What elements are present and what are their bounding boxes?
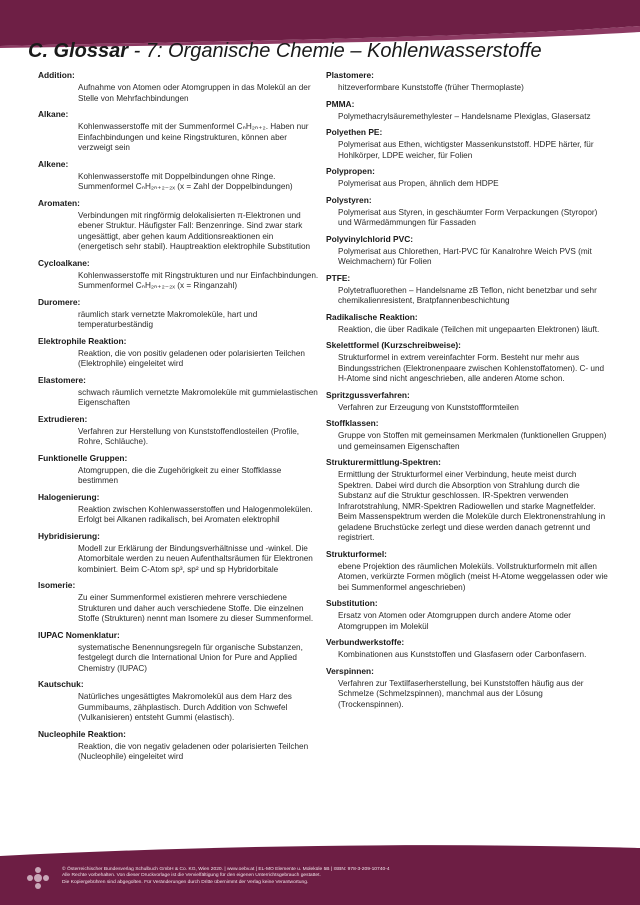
glossary-definition: Reaktion, die über Radikale (Teilchen mit ungepaarten Elektronen) läuft. [338, 324, 600, 334]
glossary-entry [38, 297, 320, 331]
glossary-entry [38, 159, 320, 193]
glossary-entry [38, 70, 320, 104]
glossary-term: Strukturformel: [326, 548, 387, 559]
glossary-entry [326, 418, 608, 452]
glossary-term: Skelettformel (Kurzschreibweise): [326, 340, 461, 350]
glossary-definition: Natürliches ungesättigtes Makromolekül aus dem Harz des Gummibaums, zähplastisch. Durch Addition von Schwefel (Vulkanisieren) entsteht Gummi (elastisch). [78, 692, 292, 722]
glossary-entry [38, 453, 320, 487]
glossary-definition: Zu einer Summenformel existieren mehrere verschiedene Strukturen und daher auch verschiedene Stoffe. Die einzelnen Stoffe (Strukturen) nennt man Isomere zu dieser Summenformel. [78, 593, 314, 623]
glossary-term: Polyethen PE: [326, 127, 383, 137]
glossary-definition: ebene Projektion des räumlichen Moleküls. Vollstrukturformeln mit allen Atomen, verkürzte Formen möglich (meist H-Atome weggelassen oder wie bei Summenformel angeschrieben) [338, 561, 608, 592]
glossary-definition: Reaktion zwischen Kohlenwasserstoffen und Halogenmolekülen. Erfolgt bei Alkanen radikalisch, bei Aromaten elektrophil [78, 504, 313, 524]
glossary-term: Strukturermittlung-Spektren: [326, 457, 441, 467]
glossary-definition: Kohlenwasserstoffe mit Doppelbindungen ohne Ringe. Summenformel CₙH₂ₙ₊₂₋₂ₓ (x = Zahl der Doppelbindungen) [78, 171, 293, 191]
footer-line: Die Kopiergebühren sind abgegolten. Für Veränderungen durch Dritte übernimmt der Verlag keine Verantwortung. [62, 879, 309, 885]
glossary-term: Polystyren: [326, 194, 372, 205]
glossary-definition: Ersatz von Atomen oder Atomgruppen durch andere Atome oder Atomgruppen im Molekül [338, 611, 572, 631]
glossary-definition: Verbindungen mit ringförmig delokalisierten π-Elektronen und ebener Struktur. Häufigster Fall: Benzenringe. Sind zwar stark ungesättigt, aber gehen kaum Additionsreaktionen ein (energetisch sehr stabil). Hauptreaktion elektrophile Substitution [78, 210, 311, 251]
glossary-definition: Gruppe von Stoffen mit gemeinsamen Merkmalen (funktionellen Gruppen) und gemeinsamen Eigenschaften [338, 431, 607, 451]
glossary-term: Addition: [38, 70, 75, 80]
glossary-entry [326, 99, 608, 123]
glossary-entry [326, 390, 608, 414]
glossary-definition: Kombinationen aus Kunststoffen und Glasfasern oder Carbonfasern. [338, 650, 587, 659]
glossary-entry [326, 234, 608, 268]
glossary-term: Cycloalkane: [38, 257, 90, 268]
glossary-entry [38, 375, 320, 409]
glossary-definition: Kohlenwasserstoffe mit Ringstrukturen und nur Einfachbindungen. Summenformel CₙH₂ₙ₊₂₋₂ₓ (x = Ringanzahl) [78, 270, 319, 290]
glossary-term: Substitution: [326, 598, 378, 608]
footer-line: Alle Rechte vorbehalten. Von dieser Druckvorlage ist die Vervielfältigung für den eigenen Unterrichtsgebrauch gestattet. [62, 873, 321, 879]
glossary-definition: Polymerisat aus Styren, in geschäumter Form Verpackungen (Styropor) und Wärmedämmungen für Fassaden [338, 207, 598, 227]
glossary-term: Verbundwerkstoffe: [326, 637, 405, 647]
glossary-definition: Verfahren zur Erzeugung von Kunststoffformteilen [338, 402, 519, 412]
glossary-term: Isomerie: [38, 580, 76, 590]
glossary-term: Plastomere: [326, 70, 374, 80]
glossary-term: Funktionelle Gruppen: [38, 452, 128, 463]
glossary-entry [38, 258, 320, 292]
glossary-definition: räumlich stark vernetzte Makromoleküle, hart und temperaturbeständig [78, 309, 258, 329]
glossary-definition: Modell zur Erklärung der Bindungsverhältnisse und -winkel. Die Atomorbitale werden zu neuen Aufenthaltsräumen für Elektronen kombiniert. Beim C-Atom sp³, sp² und sp Hybridorbitale [78, 543, 313, 574]
glossary-definition: hitzeverformbare Kunststoffe (früher Thermoplaste) [338, 83, 524, 92]
glossary-column-left [38, 70, 320, 768]
glossary-definition: Polymethacrylsäuremethylester – Handelsname Plexiglas, Glasersatz [338, 111, 591, 121]
title-sub: - 7: Organische Chemie – Kohlenwasserstoffe [128, 40, 542, 62]
title-main: C. Glossar [28, 40, 129, 62]
glossary-entry [38, 630, 320, 675]
glossary-column-right [326, 70, 608, 715]
glossary-entry [326, 598, 608, 632]
glossary-entry [38, 729, 320, 763]
glossary-term: Radikalische Reaktion: [326, 311, 418, 322]
glossary-term: Elektrophile Reaktion: [38, 335, 127, 346]
glossary-term: Stoffklassen: [326, 418, 379, 428]
glossary-entry [326, 273, 608, 307]
publisher-logo-icon [26, 866, 50, 890]
glossary-definition: schwach räumlich vernetzte Makromoleküle mit gummielastischen Eigenschaften [78, 387, 318, 407]
glossary-entry [326, 70, 608, 94]
glossary-term: Elastomere: [38, 374, 86, 385]
glossary-definition: Polymerisat aus Propen, ähnlich dem HDPE [338, 179, 499, 188]
glossary-term: Alkane: [38, 109, 69, 119]
glossary-entry [38, 109, 320, 154]
glossary-entry [38, 580, 320, 625]
glossary-definition: Kohlenwasserstoffe mit der Summenformel CₙH₂ₙ₊₂. Haben nur Einfachbindungen und keine Ringstrukturen, können aber verzweigt sein [78, 122, 309, 152]
glossary-entry [326, 127, 608, 161]
glossary-definition: Reaktion, die von negativ geladenen oder polarisierten Teilchen (Nucleophile) eingeleitet wird [78, 741, 309, 761]
glossary-entry [326, 166, 608, 190]
glossary-entry [38, 531, 320, 576]
glossary-term: Kautschuk: [38, 679, 84, 689]
glossary-definition: Verfahren zur Textilfaserherstellung, bei Kunststoffen häufig aus der Schmelze (Schmelzspinnen), manchmal aus der Lösung (Trockenspinnen). [338, 678, 584, 709]
glossary-entry [38, 679, 320, 724]
footer-copyright [62, 867, 622, 886]
glossary-entry [326, 312, 608, 336]
glossary-term: Hybridisierung: [38, 530, 100, 541]
glossary-entry [326, 637, 608, 661]
glossary-definition: Strukturformel in extrem vereinfachter Form. Besteht nur mehr aus Bindungsstrichen (Elektronenpaare zwischen Kohlenstoffatomen). C- und H-Atome sind nicht angeschrieben, alle anderen Atome schon. [338, 353, 605, 383]
glossary-term: Extrudieren: [38, 413, 88, 424]
glossary-entry [326, 666, 608, 711]
glossary-definition: Polytetrafluorethen – Handelsname zB Teflon, nicht benetzbar und sehr chemikalienresistent, Bratpfannenbeschichtung [338, 285, 597, 305]
glossary-entry [38, 414, 320, 448]
glossary-definition: Ermittlung der Strukturformel einer Verbindung, heute meist durch Spektren. Dabei wird durch die Absorption von Strahlung durch die Substanz auf die Struktur geschlossen. IR-Spektren verwenden Infrarotstrahlung, NMR-Spektren Radiowellen und starke Magnetfelder. Beim Massenspektrum werden die Moleküle durch Elektronenstrahlung in geladene Bruchstücke zerlegt und diese werden danach getrennt und registriert. [338, 470, 606, 542]
glossary-entry [326, 549, 608, 594]
glossary-entry [326, 457, 608, 544]
glossary-definition: Verfahren zur Herstellung von Kunststoffendlosteilen (Profile, Rohre, Schläuche). [78, 426, 300, 446]
glossary-definition: Polymerisat aus Ethen, wichtigster Massenkunststoff. HDPE härter, für Hohlkörper, LDPE weicher, für Folien [338, 140, 594, 160]
glossary-definition: systematische Benennungsregeln für organische Substanzen, festgelegt durch die International Union for Pure and Applied Chemistry (IUPAC) [78, 642, 303, 673]
page-title [28, 40, 542, 63]
glossary-term: Verspinnen: [326, 665, 374, 676]
glossary-term: IUPAC Nomenklatur: [38, 629, 120, 640]
glossary-definition: Aufnahme von Atomen oder Atomgruppen in das Molekül an der Stelle von Mehrfachbindungen [78, 83, 311, 103]
glossary-term: Duromere: [38, 296, 81, 307]
glossary-term: Nucleophile Reaktion: [38, 728, 126, 739]
glossary-term: Aromaten: [38, 197, 80, 208]
glossary-term: Spritzgussverfahren: [326, 389, 410, 400]
glossary-entry [326, 195, 608, 229]
glossary-term: PTFE: [326, 272, 351, 283]
glossary-entry [38, 198, 320, 253]
glossary-entry [326, 340, 608, 385]
glossary-definition: Polymerisat aus Chlorethen, Hart-PVC für Kanalrohre Weich PVS (mit Weichmachern) für Folien [338, 246, 592, 266]
footer-line: © Österreichischer Bundesverlag Schulbuch GmbH & Co. KG, Wien 2020. | www.oebv.at | EL-MO Elemente u. Moleküle 5B | ISBN: 978-3-209-10740-4 [62, 867, 390, 872]
glossary-term: Halogenierung: [38, 491, 100, 502]
glossary-definition: Reaktion, die von positiv geladenen oder polarisierten Teilchen (Elektrophile) eingeleitet wird [78, 348, 305, 368]
glossary-entry [38, 492, 320, 526]
glossary-definition: Atomgruppen, die die Zugehörigkeit zu einer Stoffklasse bestimmen [78, 465, 282, 485]
glossary-term: Polypropen: [326, 166, 375, 176]
glossary-term: Polyvinylchlorid PVC: [326, 233, 414, 244]
glossary-term: Alkene: [38, 158, 69, 169]
glossary-entry [38, 336, 320, 370]
glossary-term: PMMA: [326, 98, 355, 109]
